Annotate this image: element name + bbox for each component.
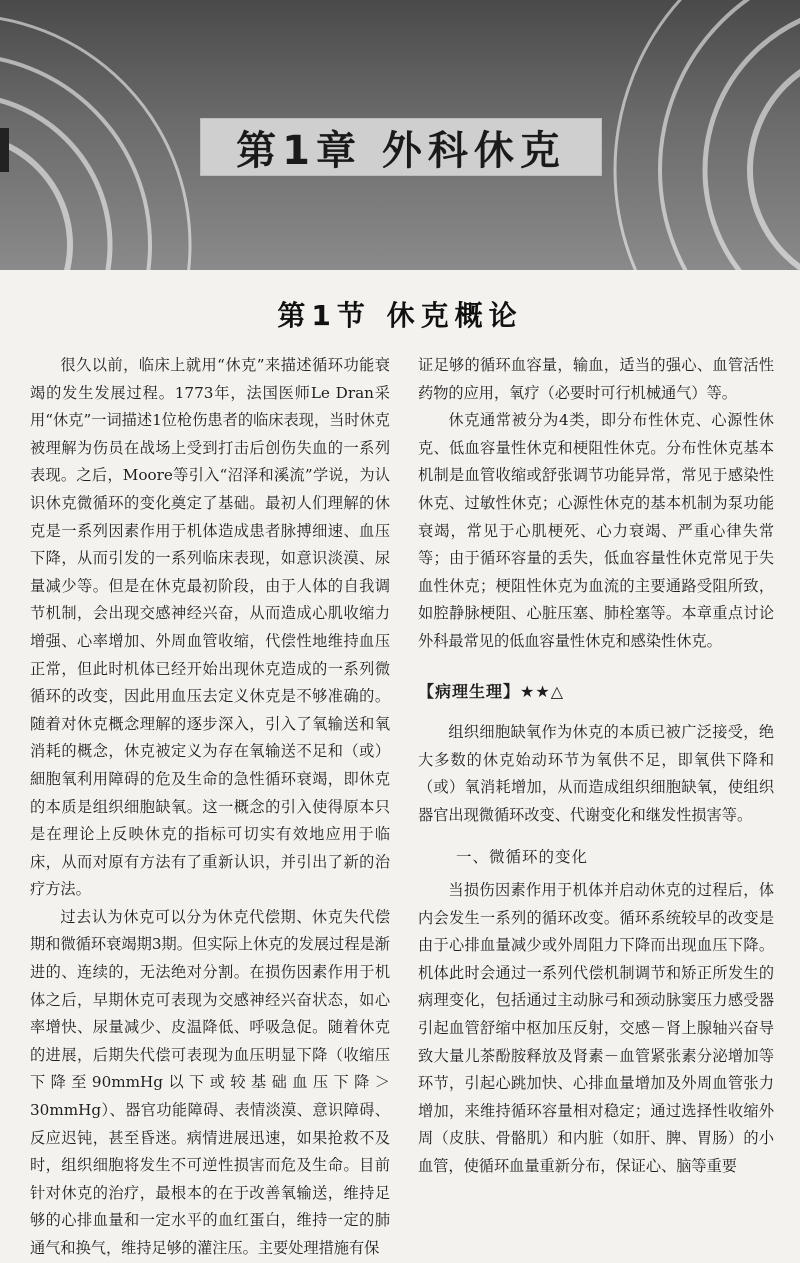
section-title: 第1节 休克概论 <box>277 299 523 332</box>
chapter-title-box <box>200 118 602 176</box>
right-column <box>418 352 774 1181</box>
paragraph-stages: 过去认为休克可以分为休克代偿期、休克失代偿期和微循环衰竭期3期。但实际上休克的发展过程是渐进的、连续的，无法绝对分割。在损伤因素作用于机体之后，早期休克可表现为交感神经兴奋状态，如心率增快、尿量减少、皮温降低、呼吸急促。随着休克的进展，后期失代偿可表现为血压明显下降（收缩压下降至90mmHg以下或较基础血压下降＞30mmHg）、器官功能障碍、表情淡漠、意识障碍、反应迟钝，甚至昏迷。病情进展迅速，如果抢救不及时，组织细胞将发生不可逆性损害而危及生命。目前针对休克的治疗，最根本的在于改善氧输送，维持足够的心排血量和一定水平的血红蛋白，维持一定的肺通气和换气，维持足够的灌注压。主要处理措施有保 <box>30 907 390 1257</box>
pathophysiology-heading: 【病理生理】★★△ <box>418 681 564 701</box>
chapter-banner <box>0 0 800 270</box>
side-tab-marker <box>0 128 9 172</box>
paragraph-microcirculation: 当损伤因素作用于机体并启动休克的过程后，体内会发生一系列的循环改变。循环系统较早的改变是由于心排血量减少或外周阻力下降而出现血压下降。机体此时会通过一系列代偿机制调节和矫正所发生的病理变化，包括通过主动脉弓和颈动脉窦压力感受器引起血管舒缩中枢加压反射，交感－肾上腺轴兴奋导致大量儿茶酚胺释放及肾素－血管紧张素分泌增加等环节，引起心跳加快、心排血量增加及外周血管张力增加，来维持循环容量相对稳定；通过选择性收缩外周（皮肤、骨骼肌）和内脏（如肝、脾、胃肠）的小血管，使循环血量重新分布，保证心、脑等重要 <box>418 881 774 1176</box>
chapter-title: 第1章 外科休克 <box>236 127 566 174</box>
paragraph-classification: 休克通常被分为4类，即分布性休克、心源性休克、低血容量性休克和梗阻性休克。分布性休克基本机制是血管收缩或舒张调节功能异常，常见于感染性休克、过敏性休克；心源性休克的基本机制为泵功能衰竭，常见于心肌梗死、心力衰竭、严重心律失常等；由于循环容量的丢失，低血容量性休克常见于失血性休克；梗阻性休克为血流的主要通路受阻所致，如腔静脉梗阻、心脏压塞、肺栓塞等。本章重点讨论外科最常见的低血容量性休克和感染性休克。 <box>418 411 774 650</box>
microcirculation-subheading: 一、微循环的变化 <box>456 847 589 866</box>
paragraph-history: 很久以前，临床上就用“休克”来描述循环功能衰竭的发生发展过程。1773年，法国医师Le Dran采用“休克”一词描述1位枪伤患者的临床表现，当时休克被理解为伤员在战场上受到打击后创伤失血的一系列表现。之后，Moore等引入“沼泽和溪流”学说，为认识休克微循环的变化奠定了基础。最初人们理解的休克是一系列因素作用于机体造成患者脉搏细速、血压下降，从而引发的一系列临床表现，如意识淡漠、尿量减少等。但是在休克最初阶段，由于人体的自我调节机制，会出现交感神经兴奋，从而造成心肌收缩力增强、心率增加、外周血管收缩，代偿性地维持血压正常，但此时机体已经开始出现休克造成的一系列微循环的改变，因此用血压去定义休克是不够准确的。随着对休克概念理解的逐步深入，引入了氧输送和氧消耗的概念，休克被定义为存在氧输送不足和（或）細胞氧利用障碍的危及生命的急性循环衰竭，即休克的本质是组织细胞缺氧。这一概念的引入使得原本只是在理论上反映休克的指标可切实有效地应用于临床，从而对原有方法有了重新认识，并引出了新的治疗方法。 <box>30 356 390 899</box>
left-column <box>30 352 390 1263</box>
paragraph-hypoxia: 组织细胞缺氧作为休克的本质已被广泛接受，绝大多数的休克始动环节为氧供不足，即氧供下降和（或）氧消耗增加，从而造成组织细胞缺氧，使组织器官出现微循环改变、代谢变化和继发性损害等。 <box>418 723 774 824</box>
paragraph-continued: 证足够的循环血容量，输血，适当的强心、血管活性药物的应用，氧疗（必要时可行机械通气）等。 <box>418 356 774 402</box>
